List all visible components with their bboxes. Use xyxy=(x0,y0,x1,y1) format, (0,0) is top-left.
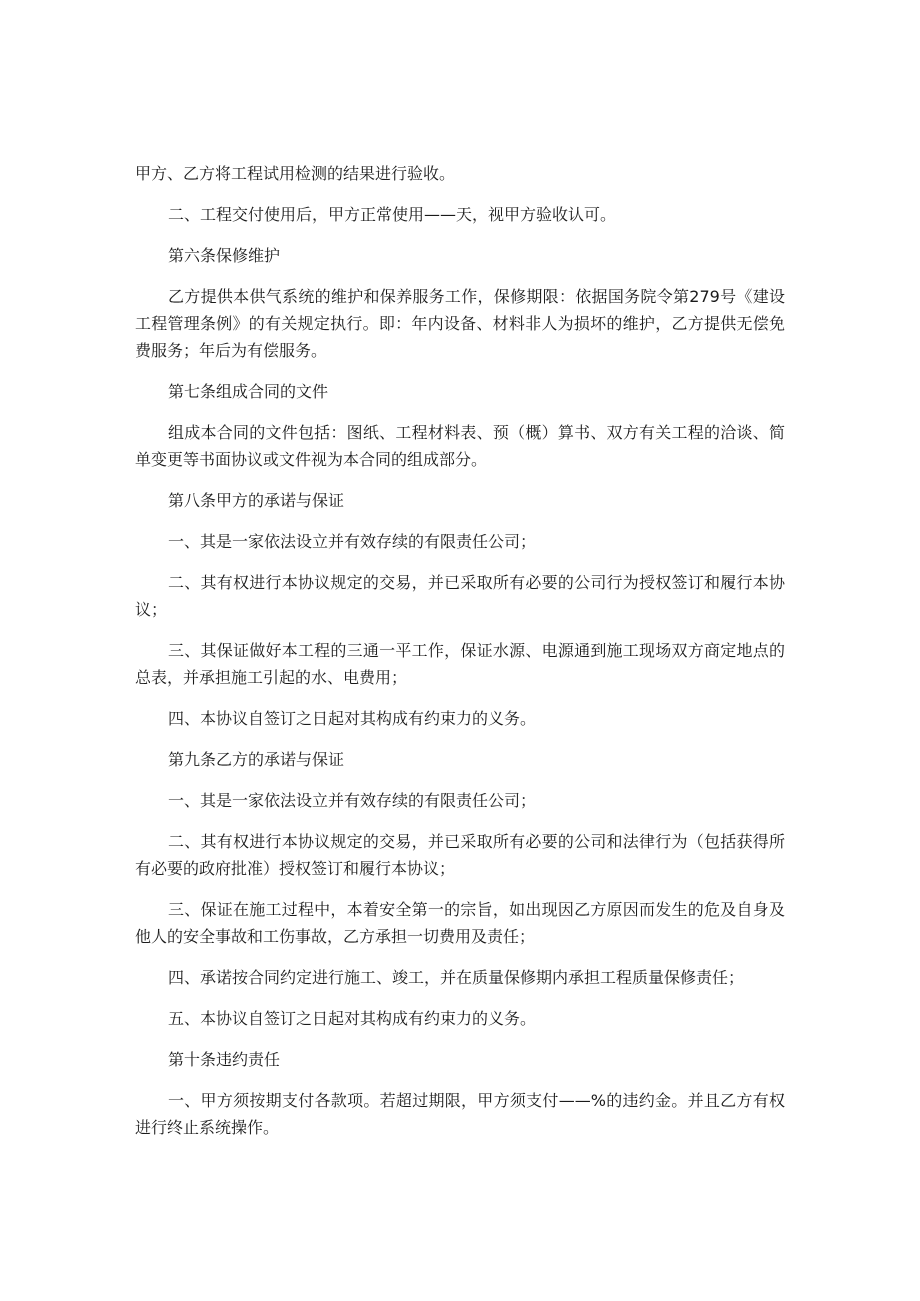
document-body xyxy=(135,160,785,1155)
article-7-heading: 第七条组成合同的文件 xyxy=(168,382,329,401)
paragraph-breach-item-1: 一、甲方须按期支付各款项。若超过期限，甲方须支付——%的违约金。并且乙方有权进行终止系统操作。 xyxy=(135,1091,785,1137)
paragraph-party-a-item-2: 二、其有权进行本协议规定的交易，并已采取所有必要的公司行为授权签订和履行本协议； xyxy=(135,573,785,619)
paragraph-party-a-item-4: 四、本协议自签订之日起对其构成有约束力的义务。 xyxy=(168,709,537,728)
paragraph-acceptance-continued: 甲方、乙方将工程试用检测的结果进行验收。 xyxy=(135,164,456,183)
paragraph-party-a-item-3: 三、其保证做好本工程的三通一平工作，保证水源、电源通到施工现场双方商定地点的总表，并承担施工引起的水、电费用； xyxy=(135,641,785,687)
paragraph-party-b-item-2: 二、其有权进行本协议规定的交易，并已采取所有必要的公司和法律行为（包括获得所有必要的政府批准）授权签订和履行本协议； xyxy=(135,832,785,878)
paragraph-party-b-item-4: 四、承诺按合同约定进行施工、竣工，并在质量保修期内承担工程质量保修责任； xyxy=(168,968,745,987)
paragraph-party-b-item-1: 一、其是一家依法设立并有效存续的有限责任公司； xyxy=(168,791,537,810)
paragraph-party-b-item-5: 五、本协议自签订之日起对其构成有约束力的义务。 xyxy=(168,1009,537,1028)
article-6-heading: 第六条保修维护 xyxy=(168,246,281,265)
paragraph-party-b-item-3: 三、保证在施工过程中，本着安全第一的宗旨，如出现因乙方原因而发生的危及自身及他人的安全事故和工伤事故，乙方承担一切费用及责任； xyxy=(135,900,785,946)
article-8-heading: 第八条甲方的承诺与保证 xyxy=(168,491,345,510)
article-9-heading: 第九条乙方的承诺与保证 xyxy=(168,750,345,769)
paragraph-warranty-service: 乙方提供本供气系统的维护和保养服务工作，保修期限：依据国务院令第279号《建设工程管理条例》的有关规定执行。即：年内设备、材料非人为损坏的维护，乙方提供无偿免费服务；年后为有偿服务。 xyxy=(135,287,785,360)
paragraph-delivery-use: 二、工程交付使用后，甲方正常使用——天，视甲方验收认可。 xyxy=(168,205,617,224)
article-10-heading: 第十条违约责任 xyxy=(168,1050,281,1069)
paragraph-party-a-item-1: 一、其是一家依法设立并有效存续的有限责任公司； xyxy=(168,532,537,551)
paragraph-contract-documents: 组成本合同的文件包括：图纸、工程材料表、预（概）算书、双方有关工程的洽谈、简单变更等书面协议或文件视为本合同的组成部分。 xyxy=(135,423,785,469)
